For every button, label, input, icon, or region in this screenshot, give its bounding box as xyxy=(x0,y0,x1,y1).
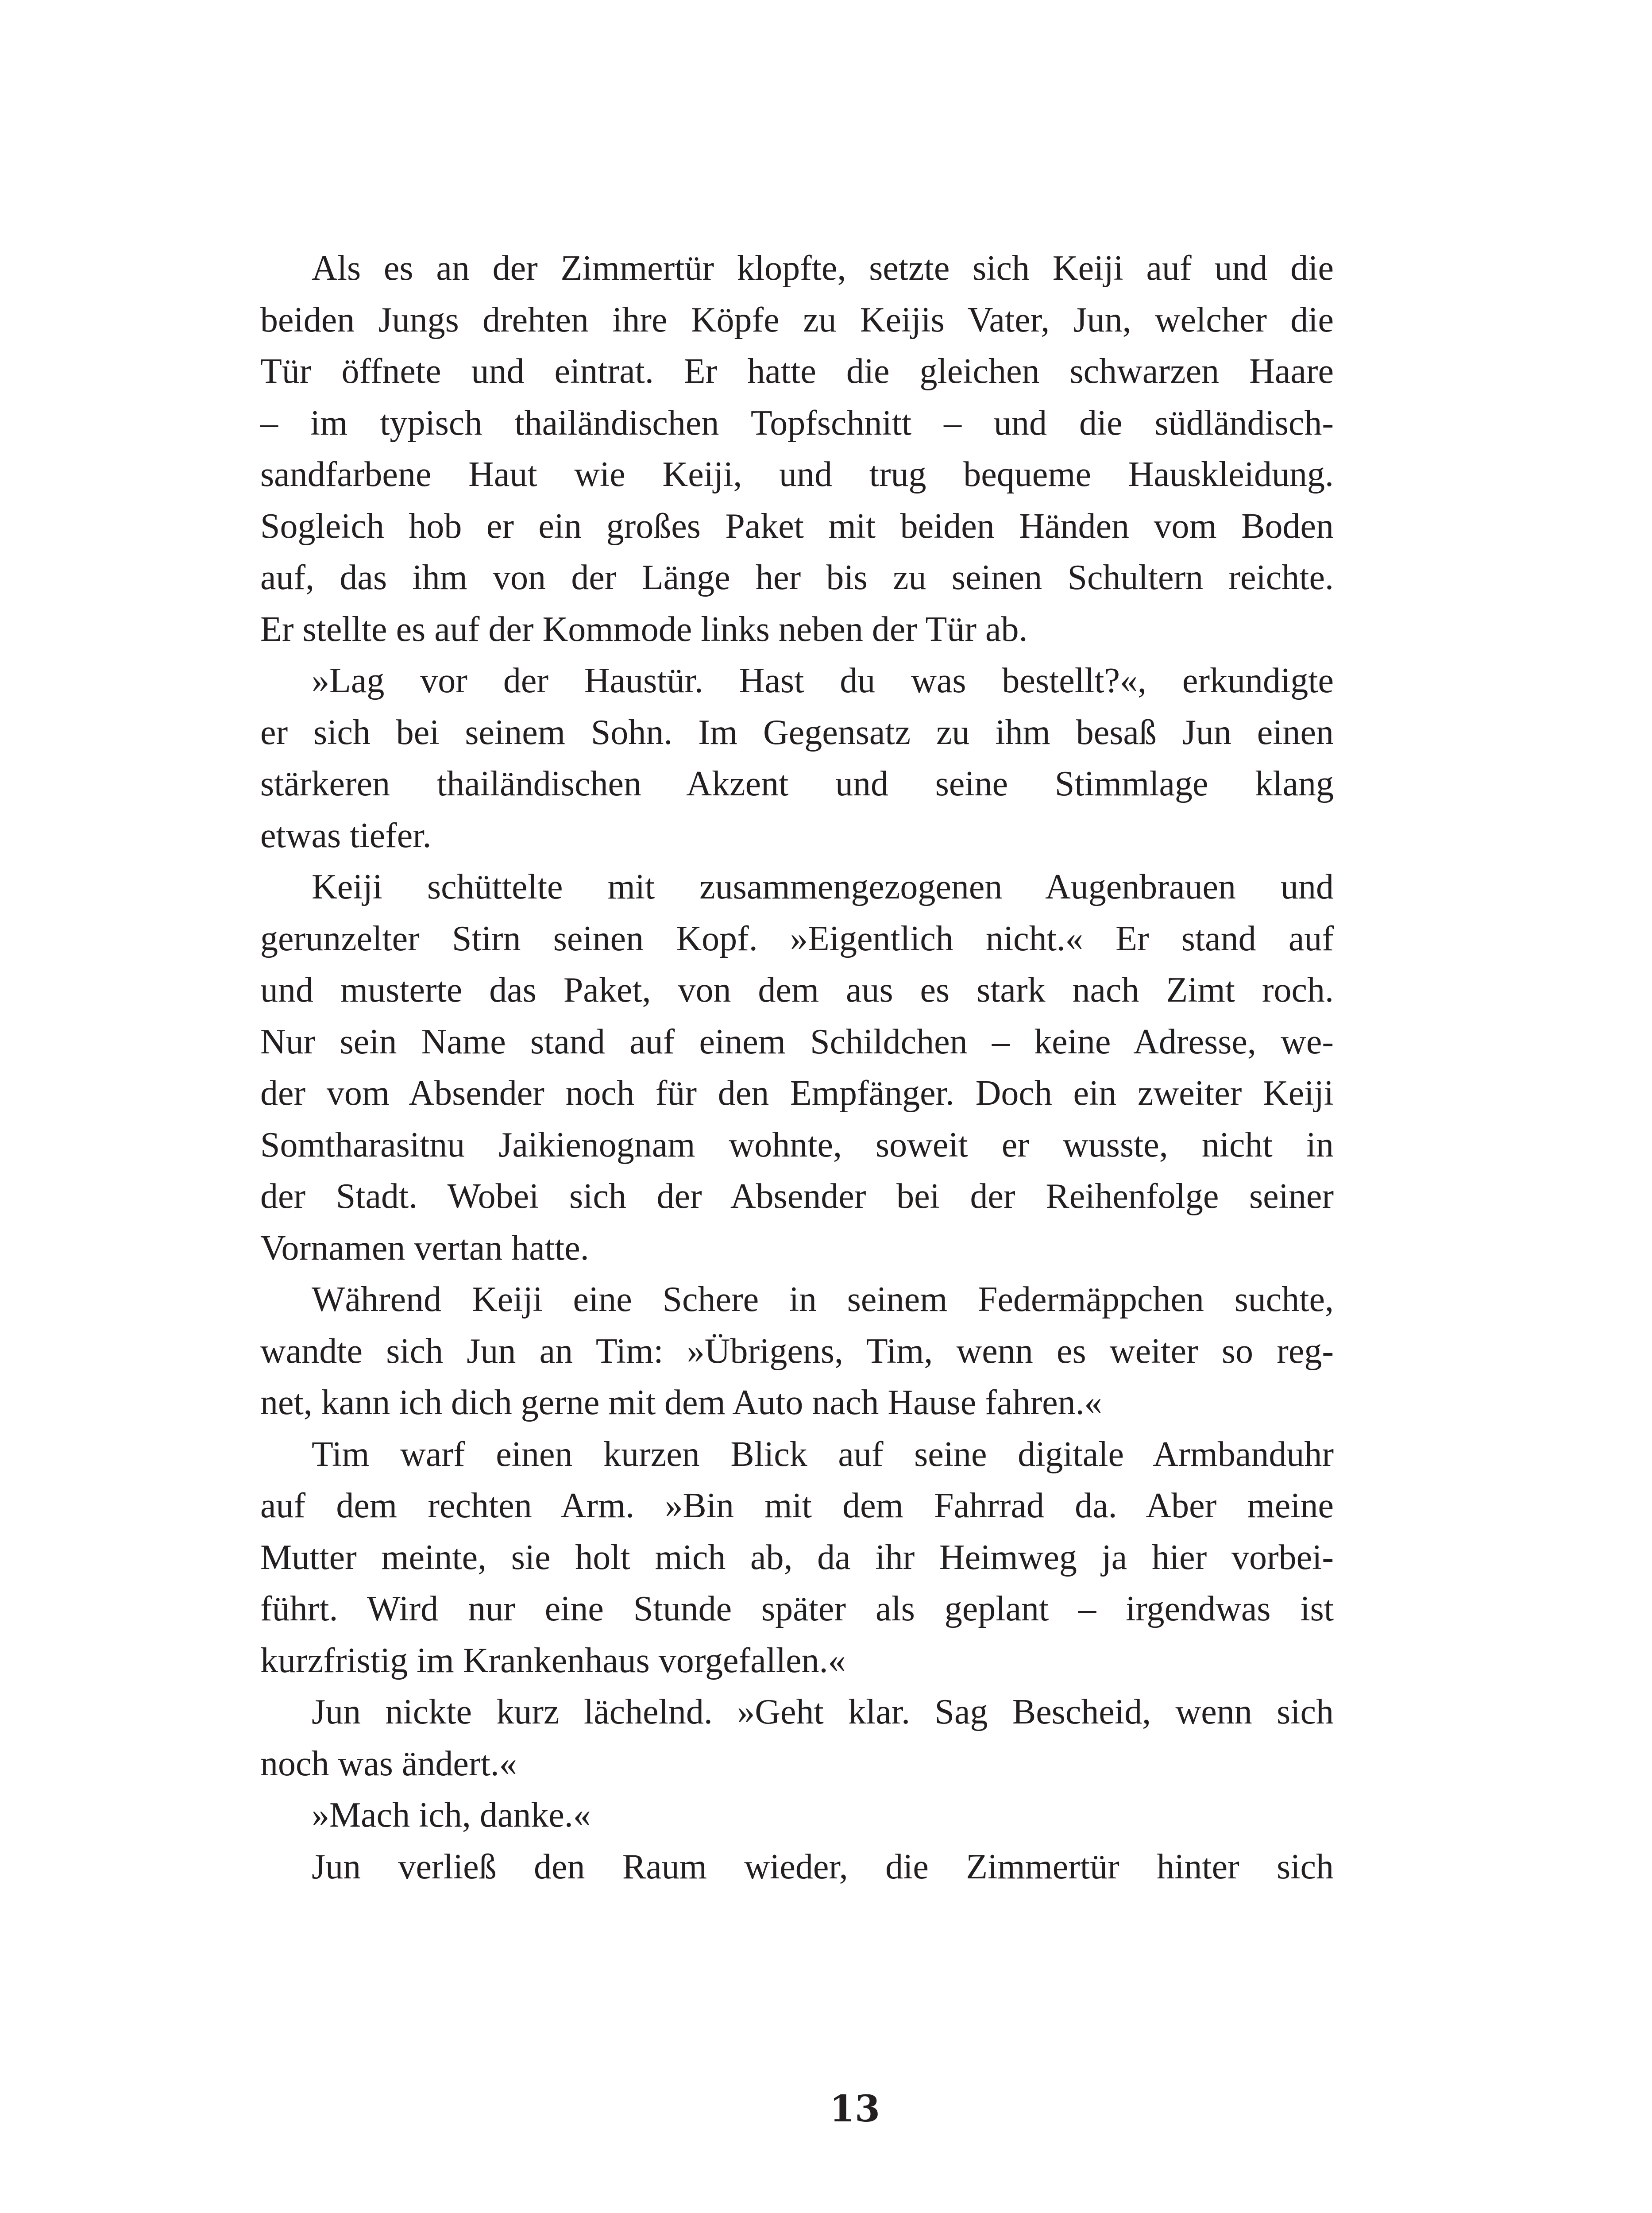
text-line: »Mach ich, danke.« xyxy=(312,1796,591,1835)
text-line: Während Keiji eine Schere in seinem Federmäppchen suchte, xyxy=(312,1280,1334,1319)
text-line: Tür öffnete und eintrat. Er hatte die gleichen schwarzen Haare xyxy=(260,352,1334,391)
text-line: Vornamen vertan hatte. xyxy=(260,1228,589,1268)
text-line: Mutter meinte, sie holt mich ab, da ihr Heimweg ja hier vorbei- xyxy=(260,1538,1334,1577)
text-line: und musterte das Paket, von dem aus es stark nach Zimt roch. xyxy=(260,971,1334,1010)
page-number: 13 xyxy=(829,2088,880,2130)
text-line: Als es an der Zimmertür klopfte, setzte sich Keiji auf und die xyxy=(312,249,1334,288)
text-line: Nur sein Name stand auf einem Schildchen – keine Adresse, we- xyxy=(260,1022,1334,1061)
text-line: Jun nickte kurz lächelnd. »Geht klar. Sag Bescheid, wenn sich xyxy=(312,1693,1334,1731)
text-line: gerunzelter Stirn seinen Kopf. »Eigentlich nicht.« Er stand auf xyxy=(260,919,1334,958)
text-line: wandte sich Jun an Tim: »Übrigens, Tim, wenn es weiter so reg- xyxy=(260,1331,1334,1371)
text-line: »Lag vor der Haustür. Hast du was bestellt?«, erkundigte xyxy=(312,661,1334,700)
text-line: kurzfristig im Krankenhaus vorgefallen.« xyxy=(260,1641,846,1680)
text-line: Er stellte es auf der Kommode links neben der Tür ab. xyxy=(260,609,1028,649)
text-line: Tim warf einen kurzen Blick auf seine digitale Armbanduhr xyxy=(312,1434,1334,1474)
text-line: führt. Wird nur eine Stunde später als geplant – irgendwas ist xyxy=(260,1589,1334,1628)
text-line: der vom Absender noch für den Empfänger. Doch ein zweiter Keiji xyxy=(260,1074,1334,1113)
body-text xyxy=(260,0,1334,1893)
text-line: auf, das ihm von der Länge her bis zu seinen Schultern reichte. xyxy=(260,558,1334,597)
text-line: er sich bei seinem Sohn. Im Gegensatz zu ihm besaß Jun einen xyxy=(260,713,1334,752)
text-line: noch was ändert.« xyxy=(260,1744,517,1783)
text-line: Jun verließ den Raum wieder, die Zimmertür hinter sich xyxy=(312,1847,1334,1886)
text-line: sandfarbene Haut wie Keiji, und trug bequeme Hauskleidung. xyxy=(260,455,1334,494)
text-line: Sogleich hob er ein großes Paket mit beiden Händen vom Boden xyxy=(260,506,1334,546)
text-line: net, kann ich dich gerne mit dem Auto nach Hause fahren.« xyxy=(260,1383,1102,1422)
text-line: etwas tiefer. xyxy=(260,816,432,855)
text-line: Somtharasitnu Jaikienognam wohnte, soweit er wusste, nicht in xyxy=(260,1125,1334,1164)
text-line: beiden Jungs drehten ihre Köpfe zu Keijis Vater, Jun, welcher die xyxy=(260,300,1334,339)
text-line: stärkeren thailändischen Akzent und seine Stimmlage klang xyxy=(260,764,1334,803)
text-line: auf dem rechten Arm. »Bin mit dem Fahrrad da. Aber meine xyxy=(260,1486,1334,1525)
text-line: Keiji schüttelte mit zusammengezogenen Augenbrauen und xyxy=(312,867,1334,906)
text-line: der Stadt. Wobei sich der Absender bei der Reihenfolge seiner xyxy=(260,1177,1334,1216)
text-line: – im typisch thailändischen Topfschnitt – und die südländisch- xyxy=(260,403,1334,443)
